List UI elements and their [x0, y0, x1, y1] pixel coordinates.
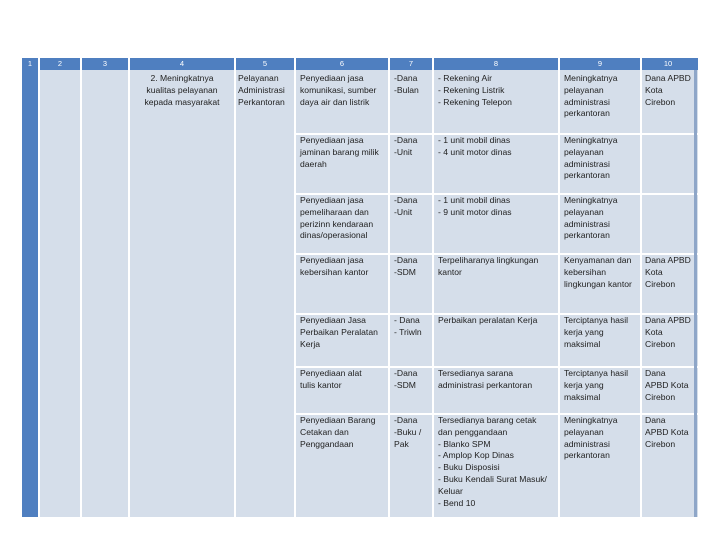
- source-cell: Dana APBD Kota Cirebon: [645, 255, 691, 289]
- header-col-6: 6: [339, 59, 345, 68]
- grid-vline: [294, 58, 296, 517]
- header-col-3: 3: [102, 59, 108, 68]
- output-cell: - 1 unit mobil dinas - 4 unit motor dinas: [438, 135, 512, 157]
- target-cell: 2. Meningkatnya kualitas pelayanan kepada masyarakat: [144, 73, 220, 107]
- header-col-9: 9: [597, 59, 603, 68]
- program-cell: Pelayanan Administrasi Perkantoran: [238, 73, 285, 107]
- outcome-cell: Terciptanya hasil kerja yang maksimal: [564, 368, 629, 402]
- output-cell: Tersedianya barang cetak dan penggandaan - Blanko SPM - Amplop Kop Dinas - Buku Disposisi - Buku Kendali Surat Masuk/ Keluar - Bend 10: [438, 415, 547, 508]
- input-cell: -Dana -Unit: [394, 135, 418, 157]
- header-col-8: 8: [493, 59, 499, 68]
- input-cell: - Dana - Triwln: [394, 315, 422, 337]
- header-col-2: 2: [57, 59, 63, 68]
- grid-vline: [128, 58, 130, 517]
- source-cell: [643, 194, 695, 196]
- input-cell: -Dana -SDM: [394, 368, 418, 390]
- header-col-5: 5: [262, 59, 268, 68]
- input-cell: -Dana -Unit: [394, 195, 418, 217]
- activity-cell: Penyediaan jasa pemeliharaan dan perizinn kendaraan dinas/operasional: [300, 195, 374, 241]
- source-cell: [643, 134, 695, 136]
- output-cell: Perbaikan peralatan Kerja: [438, 315, 538, 325]
- outcome-cell: Meningkatnya pelayanan administrasi perkantoran: [564, 195, 618, 241]
- output-cell: Tersedianya sarana administrasi perkantoran: [438, 368, 533, 390]
- activity-cell: Penyediaan jasa jaminan barang milik daerah: [300, 135, 379, 169]
- input-cell: -Dana -Bulan: [394, 73, 419, 95]
- activity-cell: Penyediaan jasa komunikasi, sumber daya air dan listrik: [300, 73, 377, 107]
- activity-cell: Penyediaan Barang Cetakan dan Penggandaan: [300, 415, 376, 449]
- first-column-band: [22, 58, 38, 517]
- outcome-cell: Meningkatnya pelayanan administrasi perkantoran: [564, 415, 618, 461]
- outcome-cell: Terciptanya hasil kerja yang maksimal: [564, 315, 629, 349]
- grid-vline: [80, 58, 82, 517]
- output-cell: - 1 unit mobil dinas - 9 unit motor dinas: [438, 195, 512, 217]
- outcome-cell: Kenyamanan dan kebersihan lingkungan kantor: [564, 255, 632, 289]
- output-cell: - Rekening Air - Rekening Listrik - Rekening Telepon: [438, 73, 512, 107]
- source-cell: Dana APBD Kota Cirebon: [645, 415, 689, 449]
- header-col-7: 7: [408, 59, 414, 68]
- header-col-4: 4: [179, 59, 185, 68]
- header-col-1: 1: [27, 59, 33, 68]
- source-cell: Dana APBD Kota Cirebon: [645, 73, 691, 107]
- grid-vline: [234, 58, 236, 517]
- output-cell: Terpeliharanya lingkungan kantor: [438, 255, 539, 277]
- input-cell: -Dana -SDM: [394, 255, 418, 277]
- input-cell: -Dana -Buku / Pak: [394, 415, 422, 449]
- outcome-cell: Meningkatnya pelayanan administrasi perkantoran: [564, 135, 618, 181]
- grid-vline: [558, 58, 560, 517]
- source-cell: Dana APBD Kota Cirebon: [645, 315, 691, 349]
- activity-cell: Penyediaan jasa kebersihan kantor: [300, 255, 369, 277]
- activity-cell: Penyediaan Jasa Perbaikan Peralatan Kerja: [300, 315, 378, 349]
- grid-vline: [640, 58, 642, 517]
- header-col-10: 10: [663, 59, 673, 68]
- outcome-cell: Meningkatnya pelayanan administrasi perkantoran: [564, 73, 618, 119]
- source-cell: Dana APBD Kota Cirebon: [645, 368, 689, 402]
- grid-vline: [38, 58, 40, 517]
- activity-cell: Penyediaan alat tulis kantor: [300, 368, 362, 390]
- grid-vline: [388, 58, 390, 517]
